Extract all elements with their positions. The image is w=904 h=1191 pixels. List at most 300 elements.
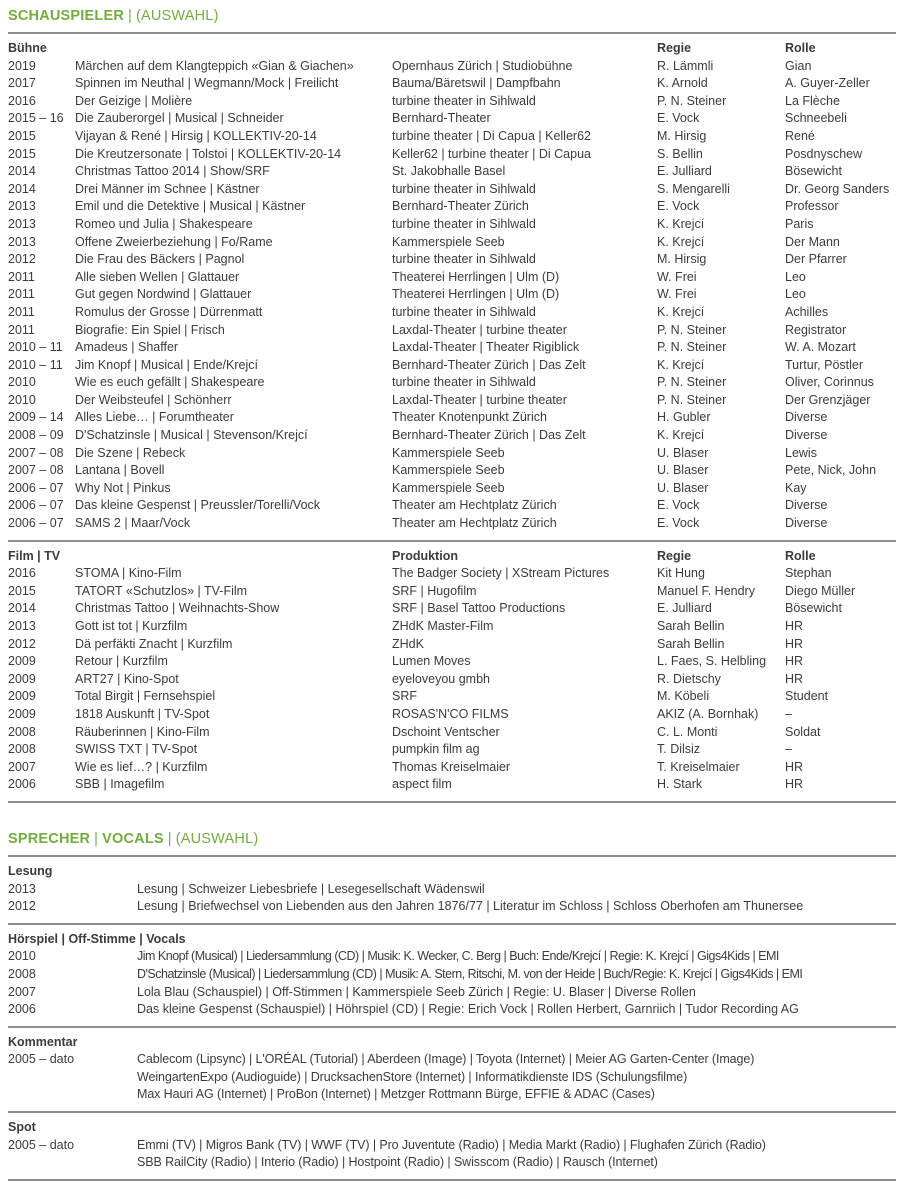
title-cell: Das kleine Gespenst | Preussler/Torelli/Vock (75, 498, 321, 513)
rolle-cell: Professor (785, 199, 839, 214)
venue-cell: Theater Knotenpunkt Zürich (392, 410, 547, 425)
produktion-cell: SRF | Hugofilm (392, 583, 477, 598)
title-cell: Amadeus | Shaffer (75, 340, 179, 355)
divider (8, 855, 896, 857)
regie-cell: K. Krejcí (657, 234, 705, 249)
title-cell: Romulus der Grosse | Dürrenmatt (75, 304, 263, 319)
regie-cell: T. Kreiselmaier (657, 759, 740, 774)
page-title: SCHAUSPIELER (8, 8, 124, 24)
table-row (8, 357, 896, 375)
column-header-produktion: Produktion (392, 548, 458, 563)
title-cell: Retour | Kurzfilm (75, 654, 168, 669)
title-cell: Lantana | Bovell (75, 463, 165, 478)
regie-cell: E. Vock (657, 111, 700, 126)
year-cell: 2013 (8, 216, 36, 231)
regie-cell: R. Dietschy (657, 671, 721, 686)
regie-cell: P. N. Steiner (657, 340, 727, 355)
entry-line: WeingartenExpo (Audioguide) | DrucksachenStore (Internet) | Informatikdienste IDS (Schulungsfilme) (137, 1069, 688, 1084)
table-row (8, 600, 896, 618)
year-cell: 2015 – 16 (8, 111, 64, 126)
rolle-cell: Diverse (785, 410, 828, 425)
regie-cell: K. Krejcí (657, 357, 705, 372)
venue-cell: turbine theater in Sihlwald (392, 375, 536, 390)
title-cell: Total Birgit | Fernsehspiel (75, 689, 216, 704)
year-cell: 2013 (8, 881, 36, 896)
produktion-cell: Lumen Moves (392, 654, 471, 669)
year-cell: 2014 (8, 181, 36, 196)
table-row (8, 583, 896, 601)
regie-cell: T. Dilsiz (657, 742, 701, 757)
table-row (8, 58, 896, 76)
regie-cell: E. Vock (657, 516, 700, 531)
venue-cell: turbine theater in Sihlwald (392, 181, 536, 196)
year-cell: 2007 (8, 759, 36, 774)
rolle-cell: Achilles (785, 304, 829, 319)
table-row (8, 269, 896, 287)
year-cell: 2005 – dato (8, 1052, 75, 1067)
rolle-cell: Student (785, 689, 829, 704)
rolle-cell: Schneebeli (785, 111, 847, 126)
column-header-rolle: Rolle (785, 548, 816, 563)
year-cell: 2007 – 08 (8, 463, 64, 478)
filmtv-rows (8, 565, 896, 794)
rolle-cell: Paris (785, 216, 814, 231)
header-separator: | (128, 8, 132, 24)
venue-cell: turbine theater | Di Capua | Keller62 (392, 128, 591, 143)
venue-cell: Kammerspiele Seeb (392, 445, 505, 460)
title-cell: Gott ist tot | Kurzfilm (75, 619, 188, 633)
year-cell: 2011 (8, 287, 35, 302)
year-cell: 2010 (8, 392, 36, 407)
produktion-cell: SRF | Basel Tattoo Productions (392, 601, 566, 616)
year-cell: 2006 (8, 777, 36, 792)
year-cell: 2007 (8, 984, 36, 999)
venue-cell: turbine theater in Sihlwald (392, 304, 536, 319)
produktion-cell: Dschoint Ventscher (392, 724, 500, 739)
regie-cell: P. N. Steiner (657, 93, 727, 108)
year-cell: 2005 – dato (8, 1137, 75, 1152)
title-cell: TATORT «Schutzlos» | TV-Film (75, 583, 248, 598)
year-cell: 2014 (8, 164, 36, 179)
venue-cell: Theater am Hechtplatz Zürich (392, 498, 557, 513)
rolle-cell: Leo (785, 287, 806, 302)
table-row (8, 181, 896, 199)
year-cell: 2019 (8, 58, 36, 73)
title-cell: Vijayan & René | Hirsig | KOLLEKTIV-20-14 (75, 128, 317, 143)
rolle-cell: W. A. Mozart (785, 340, 856, 355)
rolle-cell: Der Pfarrer (785, 252, 847, 267)
venue-cell: Theaterei Herrlingen | Ulm (D) (392, 287, 560, 302)
kommentar-lines (137, 1051, 896, 1104)
title-cell: Drei Männer im Schnee | Kästner (75, 181, 260, 196)
rolle-cell: HR (785, 654, 804, 669)
year-cell: 2016 (8, 93, 36, 108)
year-cell: 2012 (8, 252, 36, 267)
entry-cell: Lesung | Briefwechsel von Liebenden aus den Jahren 1876/77 | Literatur im Schloss | Schloss Oberhofen am Thunersee (137, 899, 804, 914)
regie-cell: R. Lämmli (657, 58, 714, 73)
year-cell: 2011 (8, 322, 35, 337)
spot-title: Spot (8, 1120, 36, 1135)
title-cell: Alle sieben Wellen | Glattauer (75, 269, 240, 284)
regie-cell: H. Gubler (657, 410, 711, 425)
venue-cell: Theaterei Herrlingen | Ulm (D) (392, 269, 560, 284)
entry-cell: D'Schatzinsle (Musical) | Liedersammlung (CD) | Musik: A. Stern, Ritschi, M. von der Heide | Buch/Regie: K. Krejcí | Gigs4Kids | EMI (137, 966, 803, 981)
entry-line: Max Hauri AG (Internet) | ProBon (Internet) | Metzger Rottmann Bürge, EFFIE & ADAC (Cases) (137, 1087, 655, 1102)
year-cell: 2014 (8, 601, 36, 616)
regie-cell: E. Julliard (657, 164, 712, 179)
rolle-cell: Bösewicht (785, 164, 842, 179)
year-cell: 2009 (8, 671, 36, 686)
venue-cell: Laxdal-Theater | Theater Rigiblick (392, 340, 580, 355)
title-cell: Die Zauberorgel | Musical | Schneider (75, 111, 284, 126)
title-cell: SAMS 2 | Maar/Vock (75, 516, 191, 531)
rolle-cell: René (785, 128, 815, 143)
produktion-cell: Thomas Kreiselmaier (392, 759, 511, 774)
divider (8, 1026, 896, 1028)
regie-cell: Sarah Bellin (657, 636, 725, 651)
year-cell: 2015 (8, 146, 36, 161)
year-cell: 2009 (8, 706, 36, 721)
regie-cell: K. Krejcí (657, 216, 705, 231)
year-cell: 2009 (8, 654, 36, 669)
regie-cell: S. Bellin (657, 146, 703, 161)
regie-cell: Manuel F. Hendry (657, 583, 755, 598)
column-header-rolle: Rolle (785, 41, 816, 55)
table-row (8, 198, 896, 216)
regie-cell: C. L. Monti (657, 724, 718, 739)
venue-cell: Kammerspiele Seeb (392, 234, 505, 249)
entry-line: SBB RailCity (Radio) | Interio (Radio) | Hostpoint (Radio) | Swisscom (Radio) | Rausch (Internet) (137, 1155, 658, 1170)
table-row (8, 618, 896, 636)
rolle-cell: Diverse (785, 516, 828, 531)
rolle-cell: Dr. Georg Sanders (785, 181, 890, 196)
divider (8, 1179, 896, 1181)
regie-cell: E. Vock (657, 199, 700, 214)
produktion-cell: ROSAS'N'CO FILMS (392, 706, 509, 721)
year-cell: 2006 (8, 1002, 36, 1017)
header-qualifier: (AUSWAHL) (135, 8, 219, 24)
regie-cell: P. N. Steiner (657, 392, 727, 407)
rolle-cell: HR (785, 636, 804, 651)
vocals-title: VOCALS (102, 830, 164, 847)
regie-cell: E. Vock (657, 498, 700, 513)
year-cell: 2006 – 07 (8, 516, 64, 531)
table-row (8, 688, 896, 706)
table-row (8, 462, 896, 480)
header-separator: | (167, 830, 172, 847)
table-row (8, 75, 896, 93)
rolle-cell: HR (785, 777, 804, 792)
year-cell: 2010 (8, 375, 36, 390)
lesung-title: Lesung (8, 863, 53, 878)
title-cell: Romeo und Julia | Shakespeare (75, 216, 253, 231)
title-cell: Emil und die Detektive | Musical | Kästner (75, 199, 306, 214)
title-cell: Dä perfäkti Znacht | Kurzfilm (75, 636, 233, 651)
entry-cell: Das kleine Gespenst (Schauspiel) | Höhrspiel (CD) | Regie: Erich Vock | Rollen Herbert, Garnriich | Tudor Recording AG (137, 1002, 799, 1017)
table-row (8, 427, 896, 445)
rolle-cell: Stephan (785, 566, 832, 581)
rolle-cell: Kay (785, 480, 807, 495)
filmtv-header-row (8, 548, 896, 566)
table-row (8, 706, 896, 724)
kommentar-block (8, 1051, 896, 1104)
produktion-cell: ZHdK (392, 636, 424, 651)
table-row (8, 163, 896, 181)
section-header-sprecher (8, 829, 896, 849)
year-cell: 2011 (8, 269, 35, 284)
title-cell: Christmas Tattoo 2014 | Show/SRF (75, 164, 270, 179)
regie-cell: E. Julliard (657, 601, 712, 616)
year-cell: 2017 (8, 76, 36, 91)
title-cell: Der Weibsteufel | Schönherr (75, 392, 232, 407)
entry-line: Emmi (TV) | Migros Bank (TV) | WWF (TV) | Pro Juventute (Radio) | Media Markt (Radio) | Flughafen Zürich (Radio) (137, 1137, 766, 1152)
list-row (8, 1001, 896, 1019)
divider (8, 801, 896, 803)
year-cell: 2008 (8, 966, 36, 981)
table-row (8, 515, 896, 533)
table-row (8, 374, 896, 392)
year-cell: 2008 – 09 (8, 428, 64, 443)
buehne-rows (8, 58, 896, 533)
divider (8, 923, 896, 925)
regie-cell: Sarah Bellin (657, 619, 725, 633)
produktion-cell: The Badger Society | XStream Pictures (392, 566, 610, 581)
table-row (8, 409, 896, 427)
year-cell: 2008 (8, 724, 36, 739)
table-row (8, 724, 896, 742)
lesung-rows (8, 881, 896, 916)
regie-cell: P. N. Steiner (657, 322, 727, 337)
title-cell: D'Schatzinsle | Musical | Stevenson/Krejcí (75, 428, 308, 443)
rolle-cell: Lewis (785, 445, 817, 460)
year-cell: 2008 (8, 742, 36, 757)
table-row (8, 322, 896, 340)
rolle-cell: Der Grenzjäger (785, 392, 871, 407)
title-cell: STOMA | Kino-Film (75, 566, 182, 581)
divider (8, 540, 896, 542)
buehne-header-row (8, 40, 896, 58)
regie-cell: W. Frei (657, 287, 697, 302)
venue-cell: Keller62 | turbine theater | Di Capua (392, 146, 591, 161)
regie-cell: AKIZ (A. Bornhak) (657, 706, 759, 721)
venue-cell: turbine theater in Sihlwald (392, 93, 536, 108)
regie-cell: M. Köbeli (657, 689, 710, 704)
year-cell: 2013 (8, 619, 36, 633)
produktion-cell: ZHdK Master-Film (392, 619, 494, 633)
divider (8, 1111, 896, 1113)
list-row (8, 966, 896, 984)
table-row (8, 286, 896, 304)
regie-cell: U. Blaser (657, 445, 709, 460)
list-row (8, 948, 896, 966)
table-row (8, 93, 896, 111)
entry-cell: Lola Blau (Schauspiel) | Off-Stimmen | Kammerspiele Seeb Zürich | Regie: U. Blaser | Diverse Rollen (137, 984, 696, 999)
table-row (8, 741, 896, 759)
year-cell: 2010 – 11 (8, 357, 63, 372)
rolle-cell: – (785, 706, 792, 721)
table-row (8, 216, 896, 234)
title-cell: Wie es lief…? | Kurzfilm (75, 759, 208, 774)
table-row (8, 671, 896, 689)
table-row (8, 497, 896, 515)
rolle-cell: HR (785, 671, 804, 686)
venue-cell: Bernhard-Theater Zürich | Das Zelt (392, 357, 586, 372)
table-row (8, 110, 896, 128)
section-header-schauspieler (8, 6, 896, 26)
regie-cell: L. Faes, S. Helbling (657, 654, 767, 669)
produktion-cell: SRF (392, 689, 417, 704)
year-cell: 2007 – 08 (8, 445, 64, 460)
title-cell: Die Szene | Rebeck (75, 445, 186, 460)
title-cell: SWISS TXT | TV-Spot (75, 742, 198, 757)
table-row (8, 480, 896, 498)
regie-cell: U. Blaser (657, 463, 709, 478)
regie-cell: K. Krejcí (657, 304, 705, 319)
regie-cell: M. Hirsig (657, 252, 707, 267)
year-cell: 2011 (8, 304, 35, 319)
list-row (8, 898, 896, 916)
title-cell: Der Geizige | Molière (75, 93, 193, 108)
table-row (8, 339, 896, 357)
table-row (8, 759, 896, 777)
title-cell: Die Kreutzersonate | Tolstoi | KOLLEKTIV-20-14 (75, 146, 342, 161)
rolle-cell: Posdnyschew (785, 146, 863, 161)
spot-block (8, 1137, 896, 1172)
title-cell: Christmas Tattoo | Weihnachts-Show (75, 601, 280, 616)
regie-cell: M. Hirsig (657, 128, 707, 143)
year-cell: 2013 (8, 234, 36, 249)
rolle-cell: Leo (785, 269, 806, 284)
header-qualifier: (AUSWAHL) (175, 830, 259, 847)
rolle-cell: Diverse (785, 428, 828, 443)
rolle-cell: Der Mann (785, 234, 840, 249)
column-header-regie: Regie (657, 548, 692, 563)
regie-cell: U. Blaser (657, 480, 709, 495)
rolle-cell: Oliver, Corinnus (785, 375, 874, 390)
title-cell: Alles Liebe… | Forumtheater (75, 410, 234, 425)
filmtv-title: Film | TV (8, 548, 61, 563)
spot-lines (137, 1137, 896, 1172)
venue-cell: turbine theater in Sihlwald (392, 216, 536, 231)
title-cell: Spinnen im Neuthal | Wegmann/Mock | Freilicht (75, 76, 339, 91)
year-cell: 2009 (8, 689, 36, 704)
table-row (8, 304, 896, 322)
table-row (8, 565, 896, 583)
rolle-cell: La Flèche (785, 93, 840, 108)
entry-cell: Jim Knopf (Musical) | Liedersammlung (CD) | Musik: K. Wecker, C. Berg | Buch: Ende/Krejcí | Regie: K. Krejcí | Gigs4Kids | EMI (137, 949, 779, 964)
title-cell: SBB | Imagefilm (75, 777, 165, 792)
table-row (8, 146, 896, 164)
regie-cell: Kit Hung (657, 566, 705, 581)
column-header-regie: Regie (657, 41, 692, 55)
regie-cell: K. Arnold (657, 76, 708, 91)
list-row (8, 984, 896, 1002)
year-cell: 2009 – 14 (8, 410, 64, 425)
regie-cell: H. Stark (657, 777, 703, 792)
venue-cell: Laxdal-Theater | turbine theater (392, 392, 567, 407)
rolle-cell: Turtur, Pöstler (785, 357, 864, 372)
year-cell: 2006 – 07 (8, 498, 64, 513)
regie-cell: P. N. Steiner (657, 375, 727, 390)
venue-cell: Bauma/Bäretswil | Dampfbahn (392, 76, 561, 91)
venue-cell: turbine theater in Sihlwald (392, 252, 536, 267)
rolle-cell: A. Guyer-Zeller (785, 76, 870, 91)
venue-cell: Kammerspiele Seeb (392, 463, 505, 478)
rolle-cell: Diego Müller (785, 583, 856, 598)
produktion-cell: eyeloveyou gmbh (392, 671, 490, 686)
venue-cell: St. Jakobhalle Basel (392, 164, 506, 179)
entry-cell: Lesung | Schweizer Liebesbriefe | Lesegesellschaft Wädenswil (137, 881, 485, 896)
rolle-cell: Bösewicht (785, 601, 842, 616)
rolle-cell: Diverse (785, 498, 828, 513)
table-row (8, 636, 896, 654)
rolle-cell: – (785, 742, 792, 757)
entry-line: Cablecom (Lipsync) | L'ORÉAL (Tutorial) | Aberdeen (Image) | Toyota (Internet) | Meier AG Garten-Center (Image) (137, 1052, 755, 1067)
venue-cell: Opernhaus Zürich | Studiobühne (392, 58, 573, 73)
regie-cell: S. Mengarelli (657, 181, 730, 196)
list-row (8, 881, 896, 899)
year-cell: 2015 (8, 583, 36, 598)
title-cell: Märchen auf dem Klangteppich «Gian & Giachen» (75, 58, 354, 73)
venue-cell: Theater am Hechtplatz Zürich (392, 516, 557, 531)
venue-cell: Kammerspiele Seeb (392, 480, 505, 495)
table-row (8, 128, 896, 146)
title-cell: Offene Zweierbeziehung | Fo/Rame (75, 234, 273, 249)
venue-cell: Bernhard-Theater (392, 111, 491, 126)
divider (8, 32, 896, 34)
rolle-cell: Soldat (785, 724, 821, 739)
buehne-title: Bühne (8, 41, 47, 55)
title-cell: Die Frau des Bäckers | Pagnol (75, 252, 245, 267)
title-cell: Biografie: Ein Spiel | Frisch (75, 322, 225, 337)
table-row (8, 776, 896, 794)
year-cell: 2012 (8, 899, 36, 914)
title-cell: Wie es euch gefällt | Shakespeare (75, 375, 265, 390)
year-cell: 2010 – 11 (8, 340, 63, 355)
kommentar-title: Kommentar (8, 1034, 78, 1049)
produktion-cell: aspect film (392, 777, 452, 792)
hoerspiel-rows (8, 948, 896, 1018)
year-cell: 2013 (8, 199, 36, 214)
title-cell: 1818 Auskunft | TV-Spot (75, 706, 210, 721)
rolle-cell: Pete, Nick, John (785, 463, 877, 478)
venue-cell: Bernhard-Theater Zürich (392, 199, 529, 214)
rolle-cell: Registrator (785, 322, 847, 337)
header-separator: | (94, 830, 99, 847)
title-cell: ART27 | Kino-Spot (75, 671, 179, 686)
hoerspiel-title: Hörspiel | Off-Stimme | Vocals (8, 931, 186, 946)
empty-venue-header (392, 40, 657, 58)
sprecher-title: SPRECHER (8, 830, 91, 847)
year-cell: 2016 (8, 566, 36, 581)
year-cell: 2012 (8, 636, 36, 651)
rolle-cell: Gian (785, 58, 812, 73)
regie-cell: K. Krejcí (657, 428, 705, 443)
year-cell: 2010 (8, 949, 36, 964)
year-cell: 2015 (8, 128, 36, 143)
title-cell: Jim Knopf | Musical | Ende/Krejcí (75, 357, 258, 372)
title-cell: Why Not | Pinkus (75, 480, 171, 495)
venue-cell: Bernhard-Theater Zürich | Das Zelt (392, 428, 586, 443)
table-row (8, 234, 896, 252)
title-cell: Räuberinnen | Kino-Film (75, 724, 210, 739)
rolle-cell: HR (785, 759, 804, 774)
produktion-cell: pumpkin film ag (392, 742, 480, 757)
table-row (8, 653, 896, 671)
table-row (8, 392, 896, 410)
table-row (8, 251, 896, 269)
year-cell: 2006 – 07 (8, 480, 64, 495)
